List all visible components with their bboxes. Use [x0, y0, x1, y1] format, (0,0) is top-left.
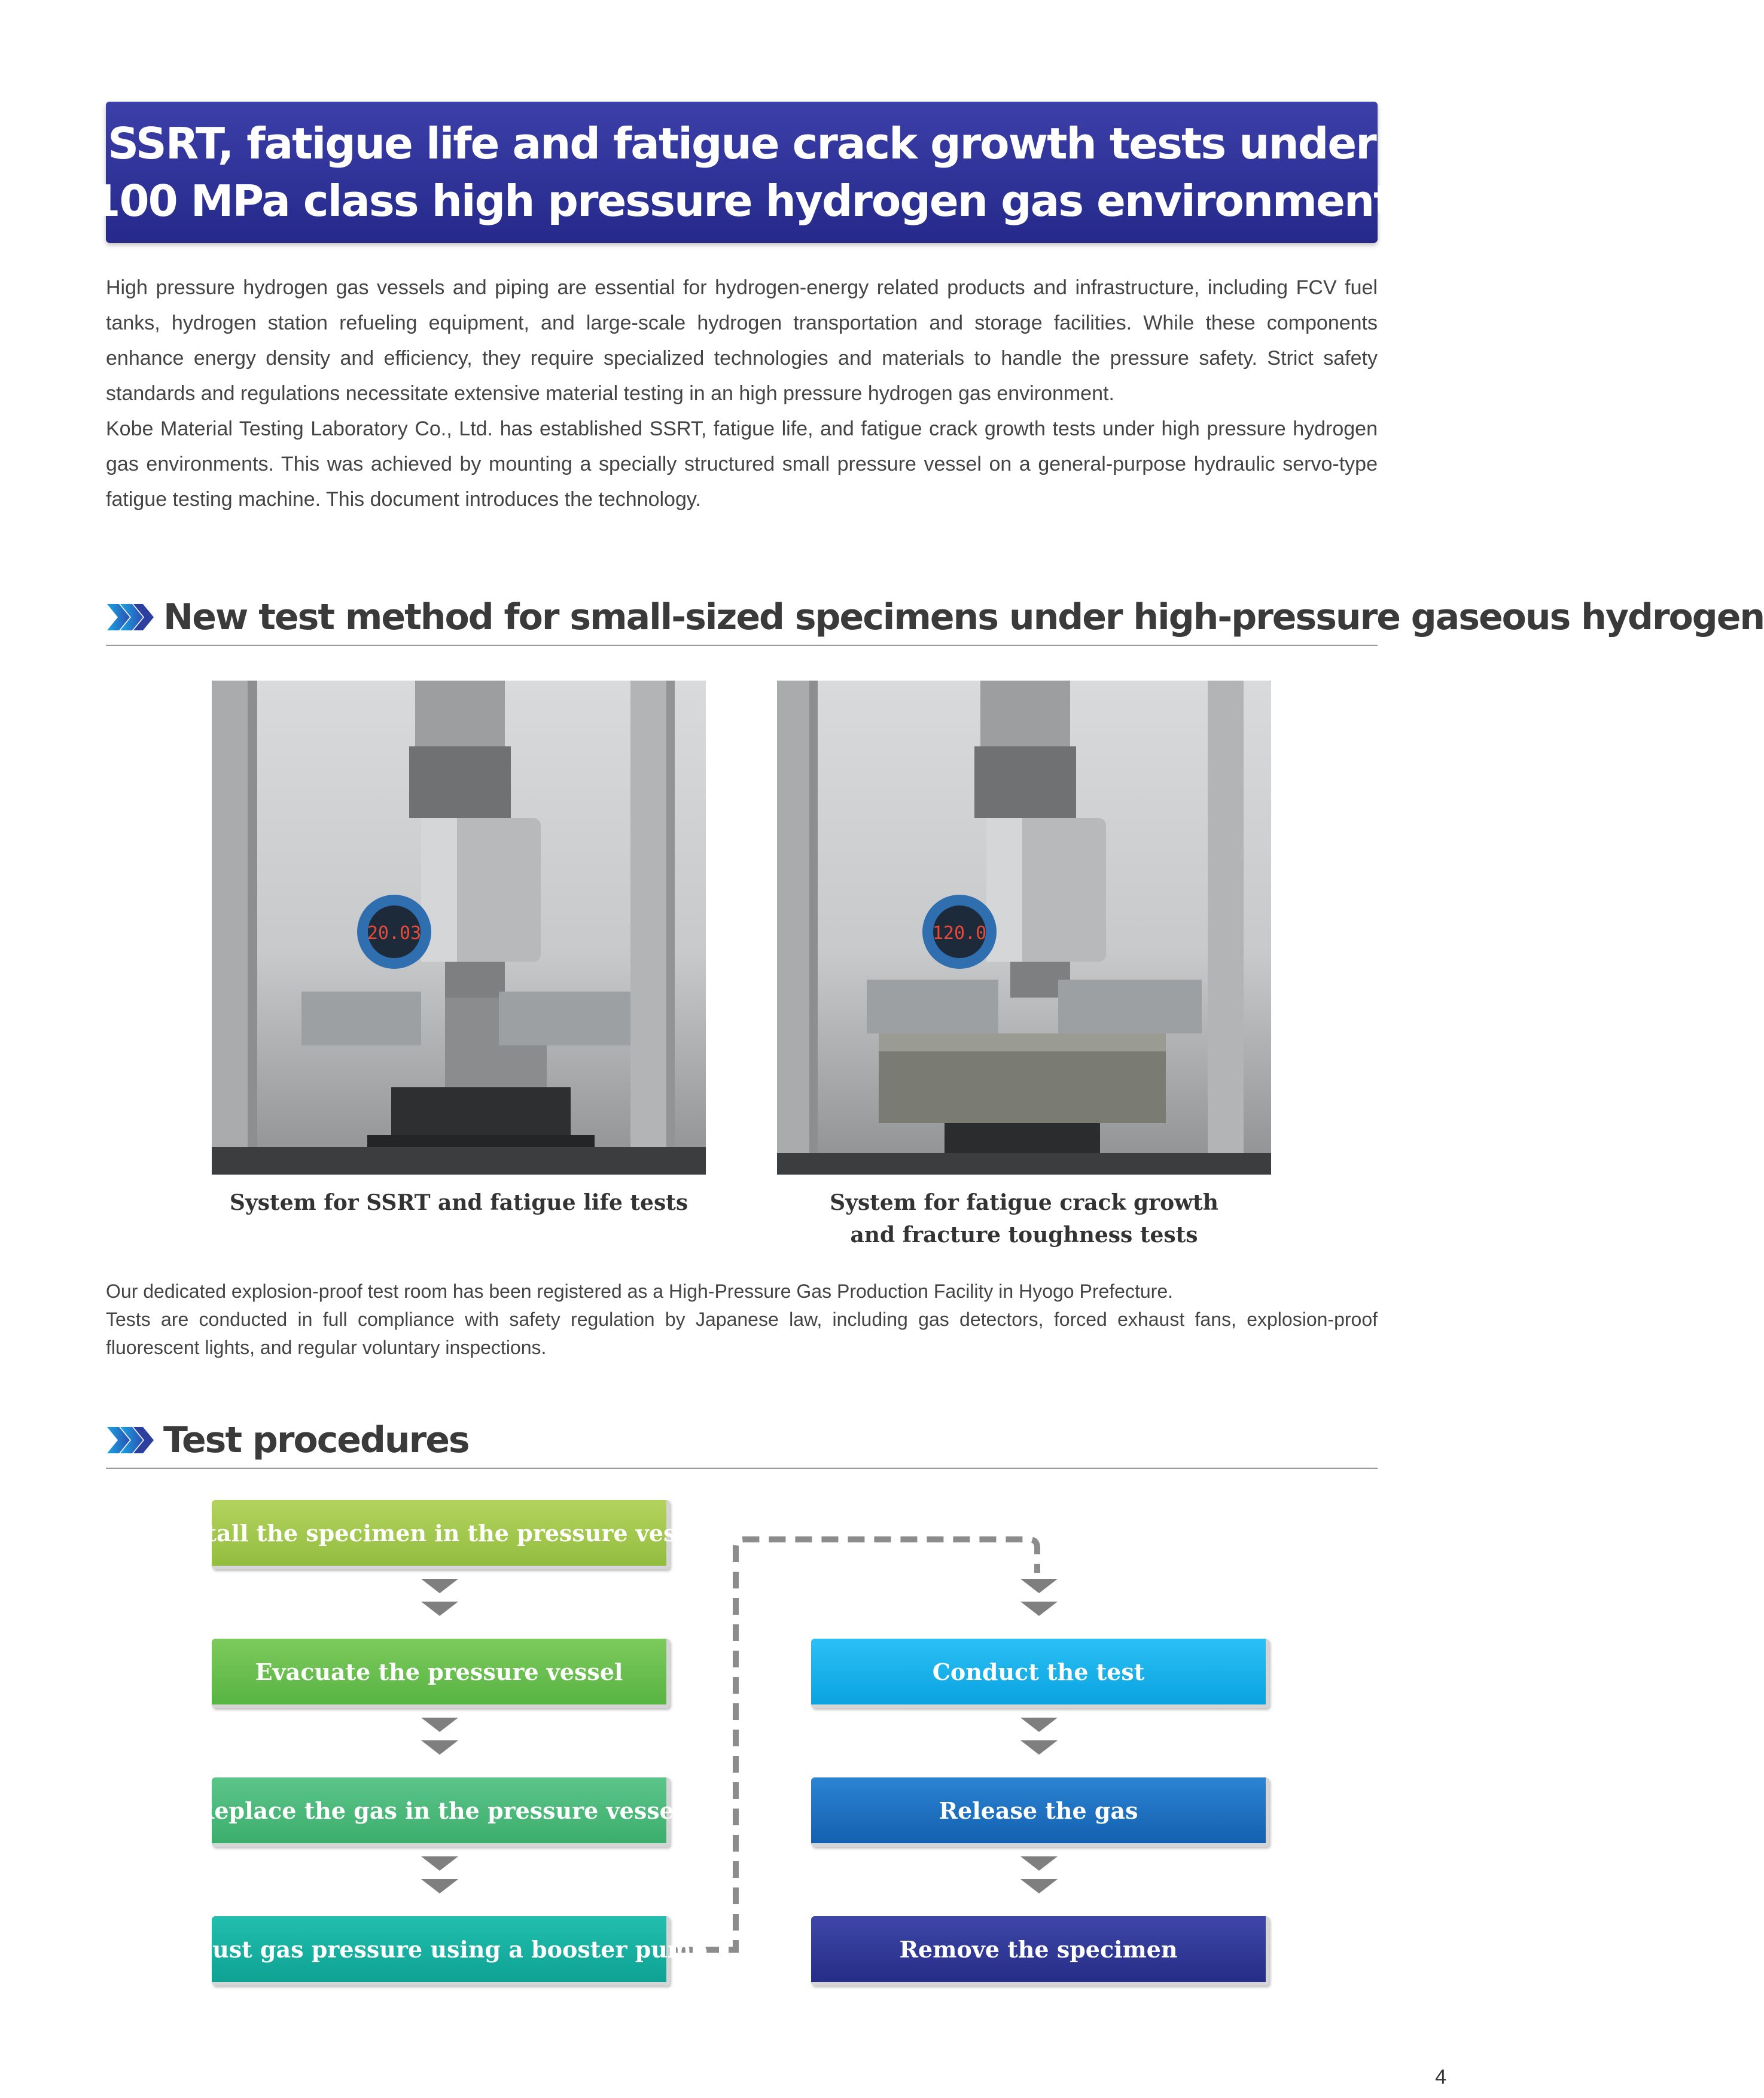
caption-right-line-1: System for fatigue crack growth	[830, 1190, 1218, 1215]
step-remove-specimen: Remove the specimen	[811, 1916, 1269, 1986]
down-arrow-icon	[1020, 1718, 1058, 1759]
step-release-gas: Release the gas	[811, 1777, 1269, 1847]
intro-paragraph-1: High pressure hydrogen gas vessels and piping are essential for hydrogen-energy related products and infrastructure, including FCV fuel tanks, hydrogen station refueling equipment, and large-scale hydrogen transportation and storage facilities. While these components enhance energy density and efficiency, they require specialized technologies and materials to handle the pressure safety. Strict safety standards and regulations necessitate extensive material testing in an high pressure hydrogen gas environment.	[106, 276, 1378, 405]
section-heading-text: Test procedures	[163, 1419, 469, 1461]
step-evacuate-vessel: Evacuate the pressure vessel	[212, 1639, 670, 1708]
facility-note-line-2: Tests are conducted in full compliance with safety regulation by Japanese law, including gas detectors, forced exhaust fans, explosion-proof fluorescent lights, and regular voluntary inspections.	[106, 1309, 1378, 1358]
page-number: 4	[1435, 2066, 1446, 2088]
photo-ssrt-system	[212, 681, 706, 1175]
photo-fatigue-crack-system	[777, 681, 1271, 1175]
step-replace-gas: Replace the gas in the pressure vessel	[212, 1777, 670, 1847]
title-line-1: SSRT, fatigue life and fatigue crack growth tests under	[108, 118, 1376, 169]
section-heading-new-test-method	[106, 592, 1764, 646]
facility-note	[106, 1277, 1378, 1362]
testing-machine-illustration-left	[212, 681, 706, 1175]
down-arrow-icon	[1020, 1579, 1058, 1621]
caption-left: System for SSRT and fatigue life tests	[229, 1190, 688, 1215]
double-chevron-icon	[106, 1426, 155, 1454]
step-conduct-test: Conduct the test	[811, 1639, 1269, 1708]
step-adjust-pressure: Adjust gas pressure using a booster pump	[212, 1916, 670, 1986]
section-heading-text: New test method for small-sized specimens under high-pressure gaseous hydrogen	[163, 596, 1764, 638]
down-arrow-icon	[421, 1856, 458, 1898]
intro-paragraph-2: Kobe Material Testing Laboratory Co., Ltd. has established SSRT, fatigue life, and fatigue crack growth tests under high pressure hydrogen gas environments. This was achieved by mounting a specially structured small pressure vessel on a general-purpose hydraulic servo-type fatigue testing machine. This document introduces the technology.	[106, 417, 1378, 511]
intro-text	[106, 270, 1378, 517]
caption-right	[777, 1187, 1271, 1251]
facility-note-line-1: Our dedicated explosion-proof test room has been registered as a High-Pressure Gas Production Facility in Hyogo Prefecture.	[106, 1280, 1173, 1302]
title-line-2: 100 MPa class high pressure hydrogen gas environment	[90, 176, 1393, 226]
testing-machine-illustration-right	[777, 681, 1271, 1175]
down-arrow-icon	[421, 1579, 458, 1621]
double-chevron-icon	[106, 603, 155, 632]
down-arrow-icon	[421, 1718, 458, 1759]
down-arrow-icon	[1020, 1856, 1058, 1898]
step-install-specimen: Install the specimen in the pressure vessel	[212, 1500, 670, 1569]
left-pressure-display: 20.03	[367, 923, 422, 944]
section-heading-test-procedures	[106, 1415, 1378, 1469]
title-banner	[90, 102, 1393, 243]
right-pressure-display: 120.0	[932, 923, 987, 944]
caption-right-line-2: and fracture toughness tests	[850, 1222, 1198, 1248]
